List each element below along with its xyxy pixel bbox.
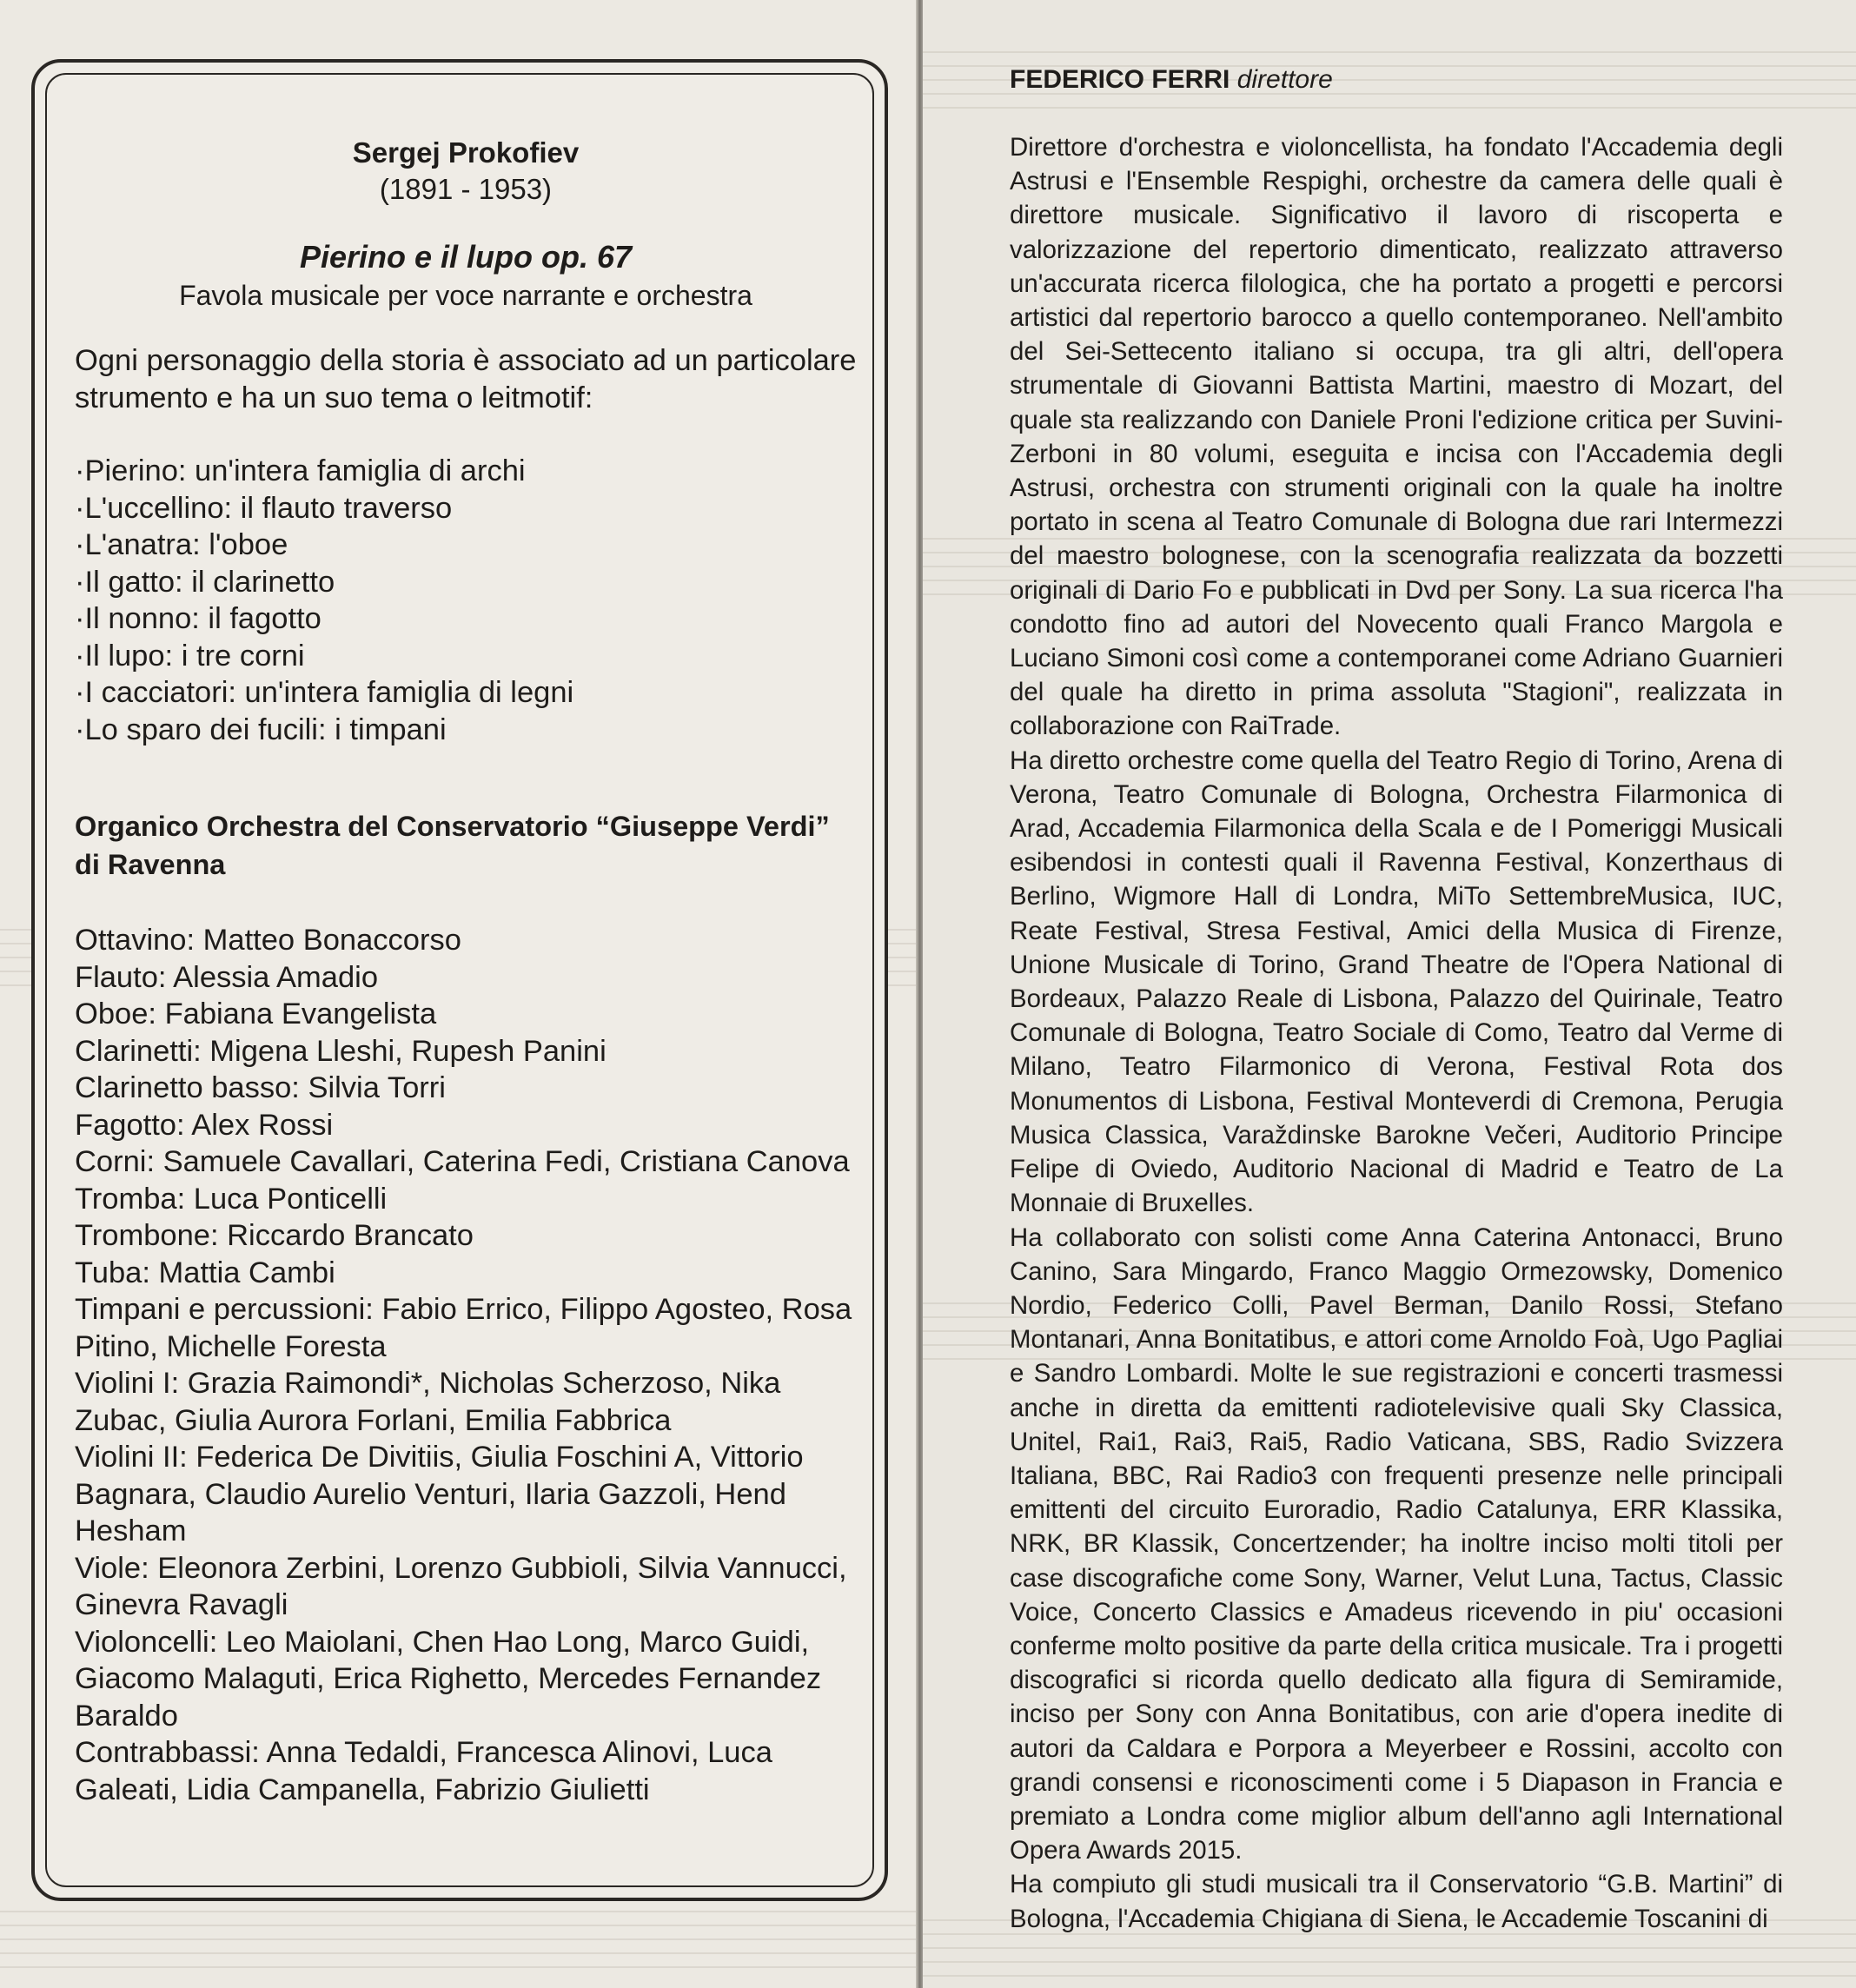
conductor-role: direttore [1236, 65, 1333, 94]
orchestra-item: Tromba: Luca Ponticelli [75, 1182, 388, 1216]
character-item: ·Lo sparo dei fucili: i timpani [75, 712, 447, 746]
character-item: ·L'anatra: l'oboe [75, 528, 288, 561]
program-content [75, 134, 857, 1808]
character-item: ·Il gatto: il clarinetto [75, 565, 335, 599]
character-item: ·Il nonno: il fagotto [75, 602, 321, 635]
conductor-name: FEDERICO FERRI [1010, 65, 1230, 94]
orchestra-item: Clarinetti: Migena Lleshi, Rupesh Panini [75, 1034, 607, 1068]
character-item: ·I cacciatori: un'intera famiglia di legni [75, 676, 574, 709]
orchestra-item: Contrabbassi: Anna Tedaldi, Francesca Alinovi, Luca Galeati, Lidia Campanella, Fabrizio Giulietti [75, 1736, 772, 1806]
character-item: ·L'uccellino: il flauto traverso [75, 491, 453, 525]
left-page [0, 0, 918, 1988]
orchestra-item: Tuba: Mattia Cambi [75, 1256, 335, 1289]
orchestra-item: Oboe: Fabiana Evangelista [75, 997, 437, 1030]
composer-dates: (1891 - 1953) [379, 173, 553, 205]
orchestra-list [75, 922, 857, 1808]
right-page [923, 0, 1856, 1988]
orchestra-item: Flauto: Alessia Amadio [75, 960, 379, 994]
character-item: ·Pierino: un'intera famiglia di archi [75, 454, 526, 487]
bio-paragraph: Ha compiuto gli studi musicali tra il Conservatorio “G.B. Martini” di Bologna, l'Accademia Chigiana di Siena, le Accademie Toscanini di [1010, 1870, 1783, 1933]
orchestra-item: Viole: Eleonora Zerbini, Lorenzo Gubbioli, Silvia Vannucci, Ginevra Ravagli [75, 1551, 847, 1621]
bio-heading [1010, 63, 1333, 97]
work-title: Pierino e il lupo op. 67 [299, 239, 633, 275]
orchestra-item: Clarinetto basso: Silvia Torri [75, 1071, 446, 1104]
composer-name: Sergej Prokofiev [352, 136, 580, 169]
bio-paragraph: Direttore d'orchestra e violoncellista, ha fondato l'Accademia degli Astrusi e l'Ensemble Respighi, orchestre da camera delle quali è direttore musicale. Significativo il lavoro di riscoperta e valorizzazione del repertorio dimenticato, realizzato attraverso un'accurata ricerca filologica, che ha portato a progetti e percorsi artistici dal repertorio barocco a quello contemporaneo. Nell'ambito del Sei-Settecento italiano si occupa, tra gli altri, dell'opera strumentale di Giovanni Battista Martini, maestro di Mozart, del quale sta realizzando con Daniele Proni l'edizione critica per Suvini-Zerboni in 80 volumi, eseguita e incisa con l'Accademia degli Astrusi, orchestra con strumenti originali con la quale ha inoltre portato in scena al Teatro Comunale di Bologna due rari Intermezzi del maestro bolognese, con la scenografia realizzata da bozzetti originali di Dario Fo e pubblicati in Dvd per Sony. La sua ricerca l'ha condotto fino ad autori del Novecento quali Franco Margola e Luciano Simoni così come a contemporanei come Adriano Guarnieri del quale ha diretto in prima assoluta "Stagioni", realizzata in collaborazione con RaiTrade. [1010, 133, 1783, 741]
character-item: ·Il lupo: i tre corni [75, 639, 305, 673]
character-list [75, 453, 857, 748]
orchestra-item: Violoncelli: Leo Maiolani, Chen Hao Long, Marco Guidi, Giacomo Malaguti, Erica Righetto, Mercedes Fernandez Baraldo [75, 1625, 822, 1733]
biography [1010, 130, 1783, 1936]
orchestra-item: Violini I: Grazia Raimondi*, Nicholas Scherzoso, Nika Zubac, Giulia Aurora Forlani, Emilia Fabbrica [75, 1367, 781, 1437]
bio-paragraph: Ha collaborato con solisti come Anna Caterina Antonacci, Bruno Canino, Sara Mingardo, Franco Maggio Ormezowsky, Domenico Nordio, Federico Colli, Pavel Berman, Danilo Rossi, Stefano Montanari, Anna Bonitatibus, e attori come Arnoldo Foà, Ugo Pagliai e Sandro Lombardi. Molte le sue registrazioni e concerti trasmessi anche in diretta da emittenti radiotelevisive quali Sky Classica, Unitel, Rai1, Rai3, Rai5, Radio Vaticana, SBS, Radio Svizzera Italiana, BBC, Rai Radio3 con frequenti presenze nelle principali emittenti del circuito Euroradio, Radio Catalunya, ERR Klassika, NRK, BR Klassik, Concertzender; ha inoltre inciso molti titoli per case discografiche come Sony, Warner, Velut Luna, Tactus, Classic Voice, Concerto Classics e Amadeus ricevendo in piu' occasioni conferme molto positive da parte della critica musicale. Tra i progetti discografici si ricorda quello dedicato alla figura di Semiramide, inciso per Sony con Anna Bonitatibus, con arie d'opera inedite di autori da Caldara e Porpora a Meyerbeer e Rossini, accolto con grandi consensi e riconoscimenti come i 5 Diapason in Francia e premiato a Londra come miglior album dell'anno agli International Opera Awards 2015. [1010, 1223, 1783, 1865]
orchestra-item: Ottavino: Matteo Bonaccorso [75, 924, 461, 957]
bio-paragraph: Ha diretto orchestre come quella del Teatro Regio di Torino, Arena di Verona, Teatro Comunale di Bologna, Orchestra Filarmonica di Arad, Accademia Filarmonica della Scala e de I Pomeriggi Musicali esibendosi in contesti quali il Ravenna Festival, Konzerthaus di Berlino, Wigmore Hall di Londra, MiTo SettembreMusica, IUC, Reate Festival, Stresa Festival, Amici della Musica di Firenze, Unione Musicale di Torino, Grand Theatre de l'Opera National di Bordeaux, Palazzo Reale di Lisbona, Palazzo del Quirinale, Teatro Comunale di Bologna, Teatro Sociale di Como, Teatro dal Verme di Milano, Teatro Filarmonico di Verona, Festival Rota dos Monumentos di Lisbona, Festival Monteverdi di Cremona, Perugia Musica Classica, Varaždinske Barokne Večeri, Auditorio Principe Felipe di Oviedo, Auditorio Nacional di Madrid e Teatro de La Monnaie di Bruxelles. [1010, 746, 1783, 1218]
orchestra-item: Timpani e percussioni: Fabio Errico, Filippo Agosteo, Rosa Pitino, Michelle Foresta [75, 1293, 852, 1363]
orchestra-item: Violini II: Federica De Divitiis, Giulia Foschini A, Vittorio Bagnara, Claudio Aurelio Venturi, Ilaria Gazzoli, Hend Hesham [75, 1441, 804, 1547]
orchestra-item: Corni: Samuele Cavallari, Caterina Fedi, Cristiana Canova [75, 1145, 850, 1178]
orchestra-item: Fagotto: Alex Rossi [75, 1108, 334, 1142]
orchestra-title: Organico Orchestra del Conservatorio “Giuseppe Verdi” di Ravenna [75, 811, 830, 880]
orchestra-item: Trombone: Riccardo Brancato [75, 1219, 474, 1252]
work-subtitle: Favola musicale per voce narrante e orchestra [179, 280, 752, 311]
program-frame [31, 59, 888, 1901]
intro-text: Ogni personaggio della storia è associato ad un particolare strumento e ha un suo tema o leitmotif: [75, 344, 857, 414]
